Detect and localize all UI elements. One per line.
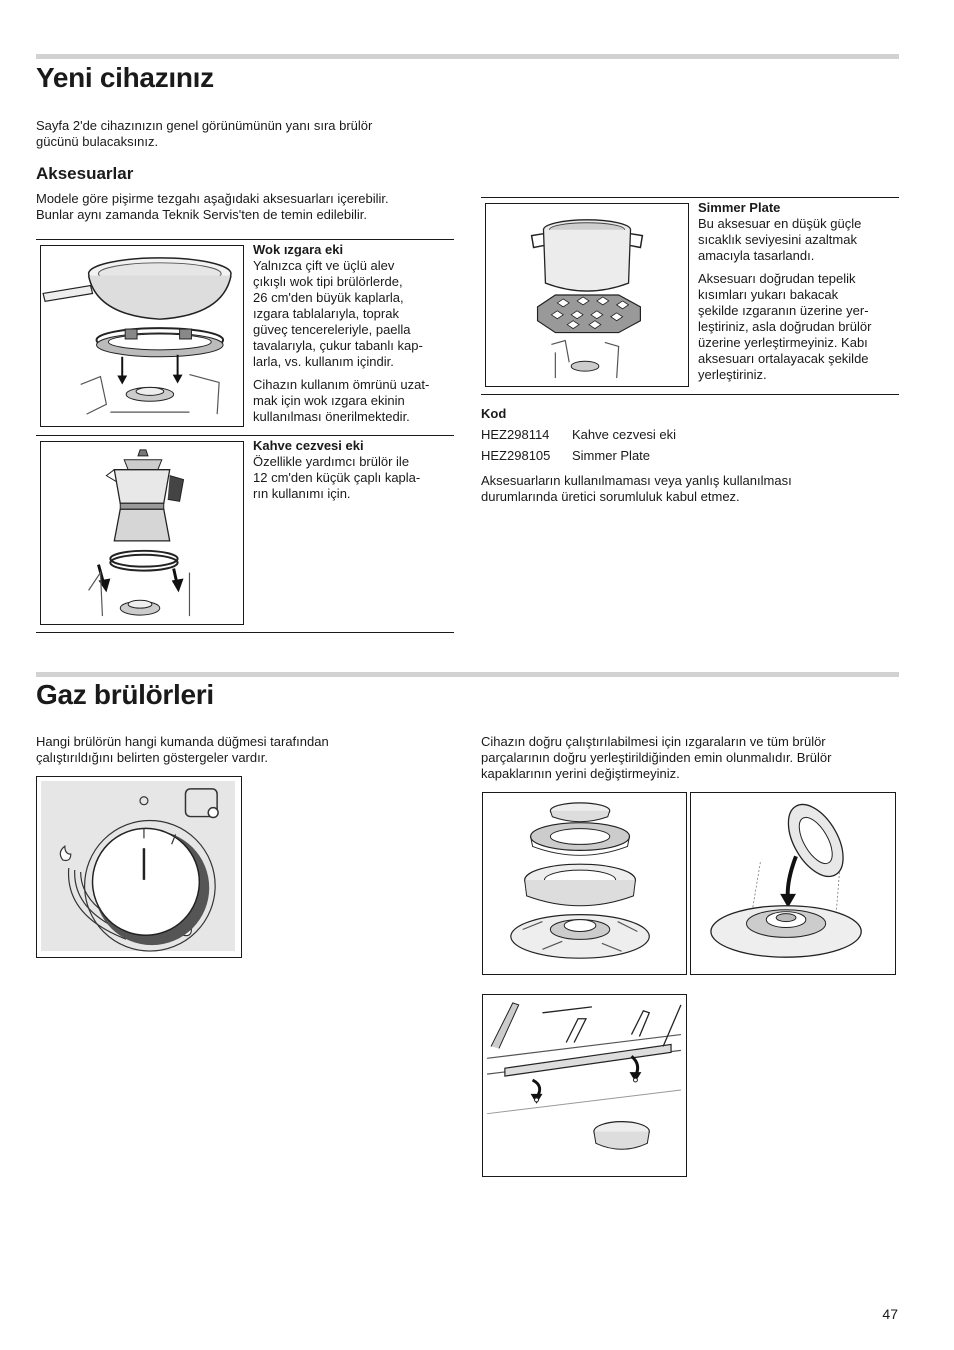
wok-title: Wok ızgara eki — [253, 242, 344, 257]
divider-coffee-bottom — [36, 632, 454, 633]
grate-placement-illustration — [482, 994, 687, 1177]
page-number: 47 — [882, 1306, 898, 1322]
simmer-instructions: Aksesuarı doğrudan tepelik kısımları yukarı bakacak şekilde ızgaranın üzerine yer- leştiriniz, asla doğrudan brülör üzerine yerleştirmeyiniz. Kabı aksesuarı ortalayacak şekilde yerleştiriniz. — [698, 271, 872, 382]
page-title-gas-burners: Gaz brülörleri — [36, 679, 214, 710]
gas-right-paragraph: Cihazın doğru çalıştırılabilmesi için ızgaraların ve tüm brülör parçalarının doğru yerleştirildiğinden emin olunmalıdır. Brülör kapaklarının yerini değiştirmeyiniz. — [481, 734, 832, 781]
coffee-title: Kahve cezvesi eki — [253, 438, 364, 453]
burner-ring-placement-illustration — [690, 792, 896, 975]
code-name: Kahve cezvesi eki — [572, 427, 677, 442]
coffee-pot-illustration — [40, 441, 244, 625]
liability-note: Aksesuarların kullanılmaması veya yanlış kullanılması durumlarında üretici sorumluluk kabul etmez. — [481, 473, 792, 504]
code-heading: Kod — [481, 406, 507, 421]
section-divider-gas — [36, 672, 899, 677]
divider-coffee-top — [36, 435, 454, 436]
intro-paragraph: Sayfa 2'de cihazınızın genel görünümünün yanı sıra brülör gücünü bulacaksınız. — [36, 118, 373, 149]
wok-grid-illustration — [40, 245, 244, 427]
code-row — [481, 427, 676, 443]
gas-left-paragraph: Hangi brülörün hangi kumanda düğmesi tarafından çalıştırıldığını belirten göstergeler vardır. — [36, 734, 329, 765]
wok-recommendation: Cihazın kullanım ömrünü uzat- mak için wok ızgara ekinin kullanılması önerilmektedir. — [253, 377, 430, 424]
divider-wok-top — [36, 239, 454, 240]
coffee-description: Kahve cezvesi eki Özellikle yardımcı brülör ile 12 cm'den küçük çaplı kapla- rın kullanımı için. — [253, 438, 421, 501]
code-row — [481, 448, 650, 464]
burner-parts-illustration — [482, 792, 687, 975]
simmer-plate-illustration — [485, 203, 689, 387]
simmer-description: Simmer Plate Bu aksesuar en düşük güçle sıcaklık seviyesini azaltmak amacıyla tasarlandı. — [698, 200, 862, 263]
section-divider-top — [36, 54, 899, 59]
wok-description: Wok ızgara eki Yalnızca çift ve üçlü alev çıkışlı wok tipi brülörlerde, 26 cm'den büyük kaplarla, ızgara tablalarıyla, toprak güveç tencereleriyle, paella tavalarıyla, çukur tabanlı kap- larla, vs. kullanım içindir. — [253, 242, 423, 369]
control-knob-illustration — [36, 776, 242, 958]
divider-simmer-top — [481, 197, 899, 198]
code-name: Simmer Plate — [572, 448, 651, 463]
code-value: HEZ298114 — [481, 427, 550, 442]
simmer-title: Simmer Plate — [698, 200, 781, 215]
code-value: HEZ298105 — [481, 448, 551, 463]
page-title-new-appliance: Yeni cihazınız — [36, 62, 214, 93]
divider-simmer-bottom — [481, 394, 899, 395]
accessories-intro: Modele göre pişirme tezgahı aşağıdaki aksesuarları içerebilir. Bunlar aynı zamanda Teknik Servis'ten de temin edilebilir. — [36, 191, 389, 222]
accessories-heading: Aksesuarlar — [36, 164, 134, 183]
